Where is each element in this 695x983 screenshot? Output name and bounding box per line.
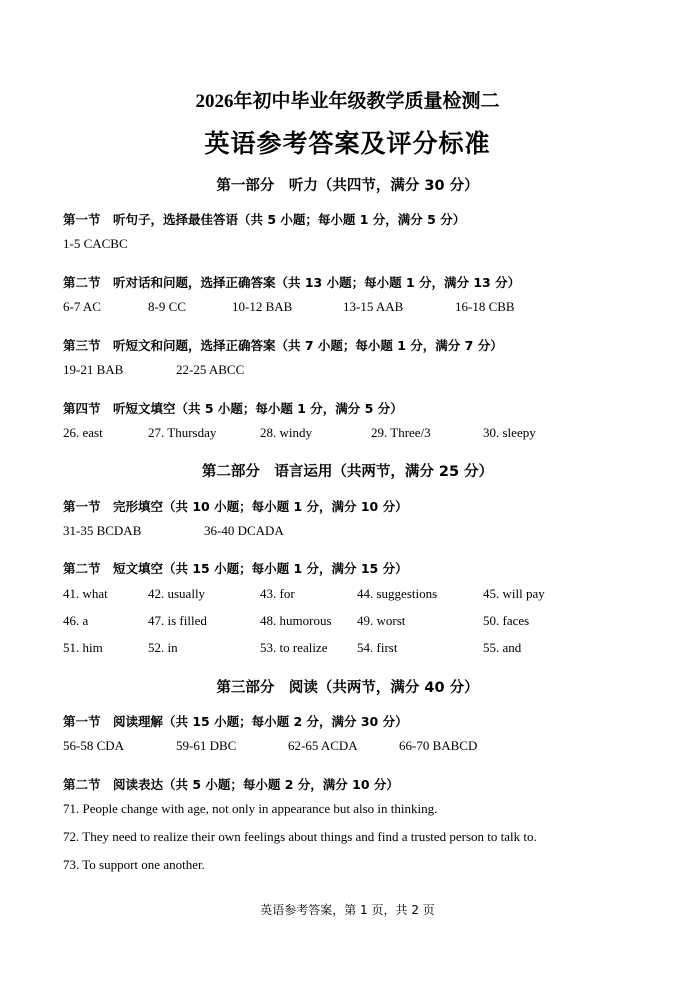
exam-title: 2026年初中毕业年级教学质量检测二 (195, 91, 500, 112)
answer-row (0, 586, 695, 604)
part2-heading: 第二部分 语言运用（共两节，满分 25 分） (201, 464, 494, 480)
answer-group: 6-7 AC (63, 299, 101, 314)
answer-item: 28. windy (260, 425, 312, 440)
answer-sentence: 71. People change with age, not only in appearance but also in thinking. (63, 801, 438, 816)
answer-item: 26. east (63, 425, 103, 440)
answer-group: 62-65 ACDA (288, 738, 358, 753)
answer-item: 44. suggestions (357, 586, 438, 601)
answer-group: 36-40 DCADA (204, 523, 284, 538)
answer-item: 42. usually (148, 586, 206, 601)
answer-item: 53. to realize (260, 640, 328, 655)
answer-item: 51. him (63, 640, 103, 655)
answer-row (0, 613, 695, 631)
part3-heading: 第三部分 阅读（共两节，满分 40 分） (216, 680, 479, 696)
answer-row (0, 738, 695, 756)
answer-row (0, 640, 695, 658)
answer-item: 46. a (63, 613, 89, 628)
answer-item: 52. in (148, 640, 178, 655)
part1-section3-heading: 第三节 听短文和问题，选择正确答案（共 7 小题；每小题 1 分，满分 7 分） (63, 338, 503, 353)
answer-row (0, 299, 695, 317)
answer-item: 29. Three/3 (371, 425, 431, 440)
answer-item: 54. first (357, 640, 398, 655)
answer-row (0, 425, 695, 443)
part3-section2-heading: 第二节 阅读表达（共 5 小题；每小题 2 分，满分 10 分） (63, 777, 399, 792)
part2-section1-heading: 第一节 完形填空（共 10 小题；每小题 1 分，满分 10 分） (63, 499, 408, 514)
answer-group: 31-35 BCDAB (63, 523, 142, 538)
answer-item: 49. worst (357, 613, 406, 628)
answer-sentence: 73. To support one another. (63, 857, 205, 872)
answer-group: 16-18 CBB (455, 299, 515, 314)
answer-item: 41. what (63, 586, 108, 601)
answer-row (0, 523, 695, 541)
answer-item: 47. is filled (148, 613, 207, 628)
document-title: 英语参考答案及评分标准 (204, 129, 491, 158)
answer-group: 56-58 CDA (63, 738, 125, 753)
page-footer: 英语参考答案，第 1 页，共 2 页 (260, 903, 435, 917)
part1-section4-heading: 第四节 听短文填空（共 5 小题；每小题 1 分，满分 5 分） (63, 401, 403, 416)
answer-group: 59-61 DBC (176, 738, 237, 753)
answer-item: 27. Thursday (148, 425, 217, 440)
part2-section2-heading: 第二节 短文填空（共 15 小题；每小题 1 分，满分 15 分） (63, 561, 408, 576)
answer-item: 30. sleepy (483, 425, 536, 440)
answer-group: 8-9 CC (148, 299, 186, 314)
answer-group: 19-21 BAB (63, 362, 124, 377)
answer-row (0, 362, 695, 380)
part1-section2-heading: 第二节 听对话和问题，选择正确答案（共 13 小题；每小题 1 分，满分 13 分） (63, 275, 521, 290)
part1-heading: 第一部分 听力（共四节，满分 30 分） (216, 178, 479, 194)
part1-section1-heading: 第一节 听句子，选择最佳答语（共 5 小题；每小题 1 分，满分 5 分） (63, 212, 466, 227)
answer-item: 55. and (483, 640, 522, 655)
answer-item: 45. will pay (483, 586, 545, 601)
answer-group: 13-15 AAB (343, 299, 404, 314)
answer-item: 48. humorous (260, 613, 332, 628)
answer-group: 10-12 BAB (232, 299, 293, 314)
answer-item: 50. faces (483, 613, 530, 628)
answer-row (0, 236, 695, 254)
part3-section1-heading: 第一节 阅读理解（共 15 小题；每小题 2 分，满分 30 分） (63, 714, 408, 729)
answer-group: 1-5 CACBC (63, 236, 128, 251)
answer-group: 66-70 BABCD (399, 738, 478, 753)
answer-item: 43. for (260, 586, 295, 601)
answer-sentence: 72. They need to realize their own feelings about things and find a trusted person to talk to. (63, 829, 537, 844)
answer-group: 22-25 ABCC (176, 362, 245, 377)
